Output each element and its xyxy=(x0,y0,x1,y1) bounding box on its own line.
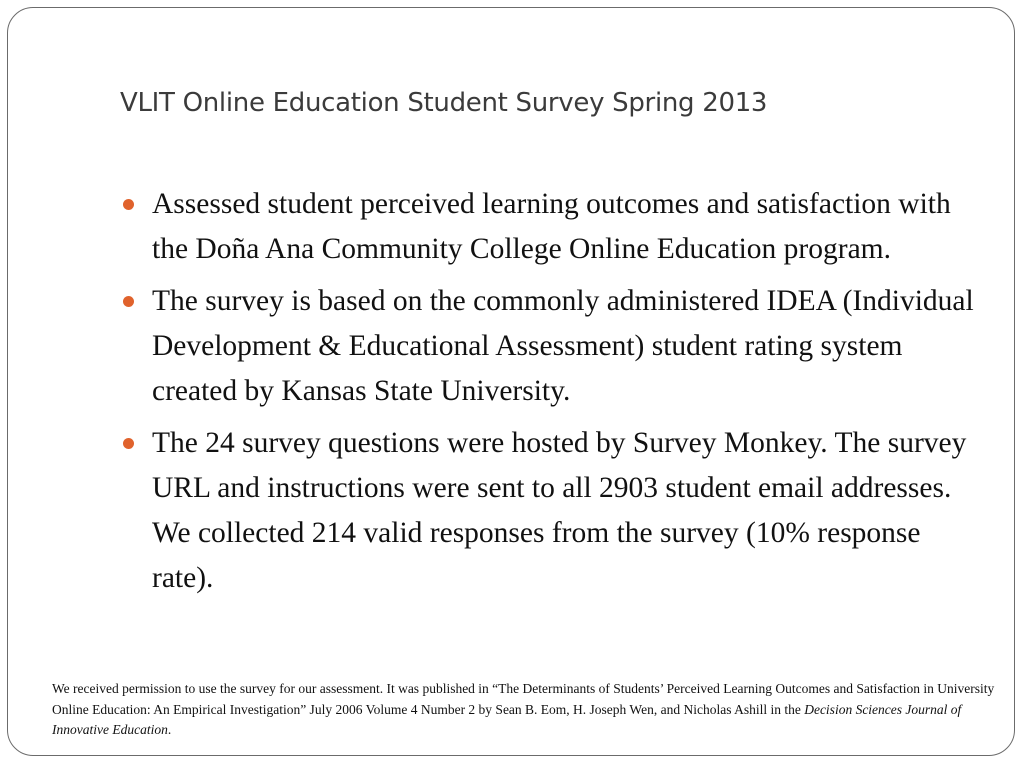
bullet-list xyxy=(118,182,978,608)
footnote-text: We received permission to use the survey for our assessment. It was published in “The Determinants of Students’ Perceived Learning Outcomes and Satisfaction in University Online Education: An Empirical Investigation” July 2006 Volume 4 Number 2 by Sean B. Eom, H. Joseph Wen, and Nicholas Ashill in the xyxy=(52,681,995,717)
footnote xyxy=(52,679,1002,741)
bullet-text: Assessed student perceived learning outcomes and satisfaction with the Doña Ana Community College Online Education program. xyxy=(152,188,951,265)
slide-title: VLIT Online Education Student Survey Spring 2013 xyxy=(120,88,768,118)
slide-frame xyxy=(7,7,1015,756)
bullet-dot-icon xyxy=(123,199,134,210)
bullet-text: The 24 survey questions were hosted by Survey Monkey. The survey URL and instructions were sent to all 2903 student email addresses. We collected 214 valid responses from the survey (10% response rate). xyxy=(152,427,967,594)
bullet-item xyxy=(118,421,978,601)
bullet-item xyxy=(118,279,978,414)
bullet-dot-icon xyxy=(123,296,134,307)
bullet-dot-icon xyxy=(123,438,134,449)
footnote-end: . xyxy=(167,722,172,737)
bullet-item xyxy=(118,182,978,272)
bullet-text: The survey is based on the commonly administered IDEA (Individual Development & Educational Assessment) student rating system created by Kansas State University. xyxy=(152,285,974,407)
footnote-journal: Decision Sciences Journal of Innovative Education xyxy=(52,701,962,737)
